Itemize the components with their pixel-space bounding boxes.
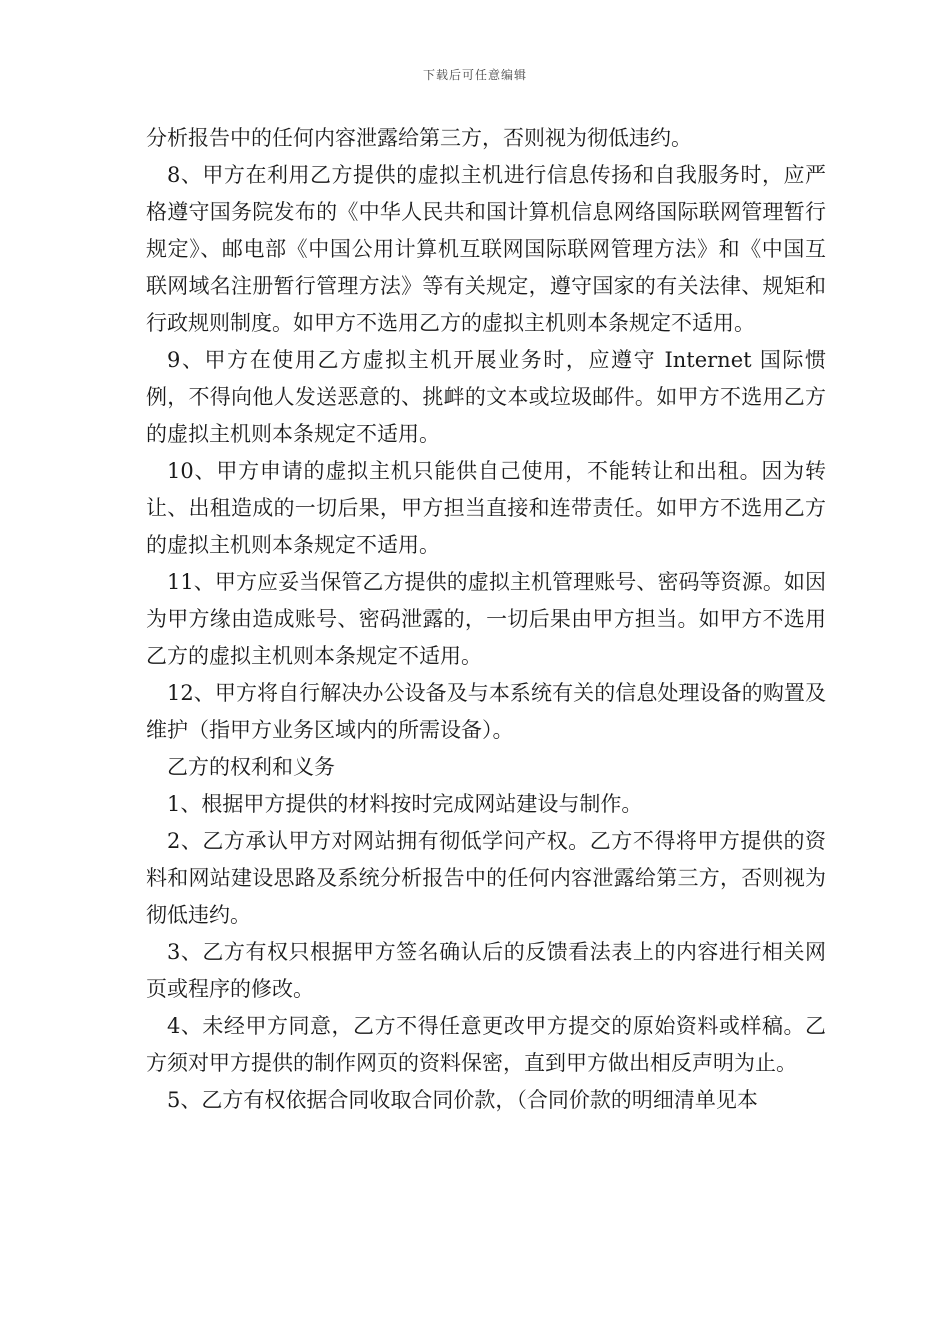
paragraph-item-12: 12、甲方将自行解决办公设备及与本系统有关的信息处理设备的购置及维护（指甲方业务区域内的所需设备）。 [146,681,826,742]
paragraph-item-10: 10、甲方申请的虚拟主机只能供自己使用，不能转让和出租。因为转让、出租造成的一切后果，甲方担当直接和连带责任。如甲方不选用乙方的虚拟主机则本条规定不适用。 [146,459,826,557]
paragraph-continuation: 分析报告中的任何内容泄露给第三方，否则视为彻低违约。 [146,126,692,150]
paragraph-item-9: 9、甲方在使用乙方虚拟主机开展业务时，应遵守 Internet 国际惯例，不得向他人发送恶意的、挑衅的文本或垃圾邮件。如甲方不选用乙方的虚拟主机则本条规定不适用。 [146,348,826,446]
page-header: 下载后可任意编辑 [422,68,527,82]
paragraph-b-item-4: 4、未经甲方同意，乙方不得任意更改甲方提交的原始资料或样稿。乙方须对甲方提供的制作网页的资料保密，直到甲方做出相反声明为止。 [146,1014,826,1075]
paragraph-b-item-3: 3、乙方有权只根据甲方签名确认后的反馈看法表上的内容进行相关网页或程序的修改。 [146,940,826,1001]
paragraph-b-item-1: 1、根据甲方提供的材料按时完成网站建设与制作。 [167,792,643,816]
paragraph-b-item-5: 5、乙方有权依据合同收取合同价款，（合同价款的明细清单见本 [167,1088,758,1112]
paragraph-b-item-2: 2、乙方承认甲方对网站拥有彻低学问产权。乙方不得将甲方提供的资料和网站建设思路及系统分析报告中的任何内容泄露给第三方，否则视为彻低违约。 [146,829,826,927]
document-body [146,120,826,1119]
paragraph-item-8: 8、甲方在利用乙方提供的虚拟主机进行信息传扬和自我服务时，应严格遵守国务院发布的《中华人民共和国计算机信息网络国际联网管理暂行规定》、邮电部《中国公用计算机互联网国际联网管理方法》和《中国互联网域名注册暂行管理方法》等有关规定，遵守国家的有关法律、规矩和行政规则制度。如甲方不选用乙方的虚拟主机则本条规定不适用。 [146,163,826,335]
section-heading: 乙方的权利和义务 [167,755,335,779]
paragraph-item-11: 11、甲方应妥当保管乙方提供的虚拟主机管理账号、密码等资源。如因为甲方缘由造成账号、密码泄露的，一切后果由甲方担当。如甲方不选用乙方的虚拟主机则本条规定不适用。 [146,570,826,668]
